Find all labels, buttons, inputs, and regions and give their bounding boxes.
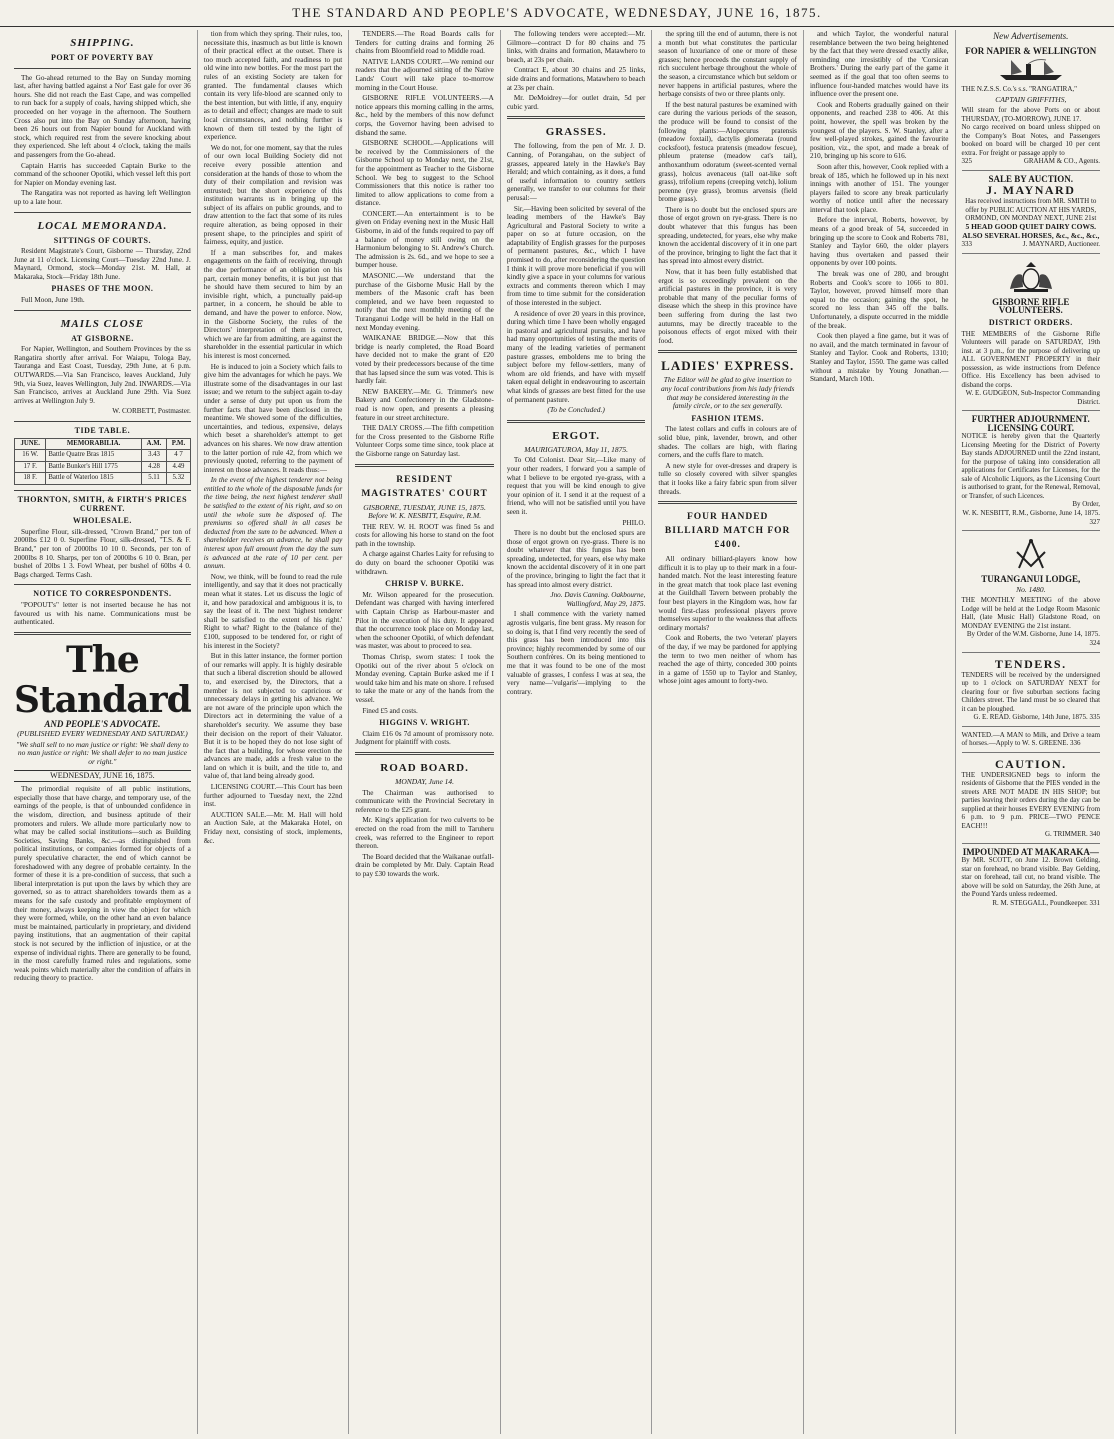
shipping-heading: SHIPPING. (70, 37, 135, 49)
column-7-advertisements (956, 30, 1107, 1434)
case-heading: HIGGINS V. WRIGHT. (379, 718, 470, 728)
editorial-text: The primordial requisite of all public institutions, especially those that have charge, and temporary use, of the earnings of the people, is that of unbounded confidence in the wisdom, direction, and business aptitude of their promoters and rulers. We allude more particularly now to what may be called social institutions—such as Building Societies, Saving Banks, &c.—as distinguished from political institutions, or companies formed for objects of a purely speculative character, the end of which cannot be foreshadowed with any degree of probable certainty. In the former of these it is a pre-condition of success, that such a liberal interpretation is put upon the laws by which they are governed, so as to attract shareholders towards them as a means for the safe custody and profitable employment of their money, always keeping in view the object for which they were formed, while, on the other hand an even balance must be maintained, particularly in proprietary, and dividend paying institutions, that an augmentation of their capital stock is not secured by the infliction of injustice, or at the expense of individual rights. There are generally to be found, in the most carefully framed rules and regulations, some weak points which materially alter the condition of affairs in reducing theory to practice. (14, 785, 191, 983)
impounded-advertisement (962, 844, 1101, 912)
tide-cell: 4.28 (141, 461, 166, 473)
newspaper-nameplate: The Standard (14, 638, 191, 721)
table-row (15, 450, 191, 462)
mails-heading: MAILS CLOSE (60, 317, 145, 330)
news-item: TENDERS.—The Road Boards calls for Tenders for cutting drains and forming 26 chains from Bloomfield road to Middle road. (355, 30, 494, 56)
ad-text: Has received instructions from MR. SMITH to offer by PUBLIC AUCTION AT HIS YARDS, ORMOND, ON MONDAY NEXT, JUNE 21st (965, 197, 1097, 223)
editorial-paragraph: But in this latter instance, the former portion of our remarks will apply. It is highly desirable that such a liberal discretion should be allowed to, and exercised by, the Directors, that a member is not subjected to capricious or unnecessary delays in getting his advance. We are not aware of the principle upon which the Directors act in determining the value of a shareholder's security. We assume they base their decision on the report of their Valuator. But it is to be hoped they do not lose sight of the fact that a building, for whose erection the advances are made, adds a fresh value to the land on which it is built, and the title to, and value of, that land being already good. (203, 652, 343, 781)
auctioneer-name: J. MAYNARD (986, 183, 1076, 198)
court-item: Thomas Chrisp, sworn states: I took the Opotiki out of the river about 5 o'clock on Monday evening. Captain Burke asked me if I would take him and his mate on shore. I refused to take the mate or any of the hands from the vessel. (355, 653, 494, 704)
billiard-paragraph: Cook and Roberts gradually gained on their opponents, and reached 238 to 406. At this point, however, the spell was broken by the youngest of the players. S. W. Stanley, after a few well-played strokes, gained the favourite position, viz., the spot, and made a break of 210, bringing up his score to 616. (809, 100, 949, 161)
billiard-paragraph: Before the interval, Roberts, however, by means of a good break of 54, succeeded in bringing up the score to Cook and Roberts 781, Stanley and Taylor 660, the older players having thus overtaken and passed their opponents by over 100 points. (809, 216, 949, 268)
ad-text: No cargo received on board unless shipped on the Company's Boat Notes, and Passengers booked on board will be charged 10 per cent extra. For freight or passage apply to (961, 123, 1101, 157)
court-item: THE REV. W. H. ROOT was fined 5s and costs for allowing his horse to stand on the foot path in the township. (355, 522, 494, 548)
column-2 (198, 30, 350, 1434)
prices-heading: THORNTON, SMITH, & FIRTH'S PRICES CURRENT. (17, 494, 188, 513)
ad-number: 333 (961, 240, 972, 249)
divider (14, 310, 191, 311)
ergot-heading: ERGOT. (552, 429, 600, 442)
caution-advertisement (962, 753, 1101, 844)
grasses-paragraph: the spring till the end of autumn, there is not a month but what constitutes the particular season of luxuriance of one or more of these grasses; hence proceeds the constant supply of rich succulent herbage throughout the whole of the season, a circumstance which but seldom or never happens in artificial pastures, where the herbage consists of two or three plants only. (658, 30, 797, 99)
editorial-paragraph: tion from which they spring. Their rules, too, necessitate this, inasmuch as but little is known of their practical effect at the outset. There is too much accepted faith, and readiness to put old wine into new bottles. For the most part the rules of an existing Society are taken for granted. The fundamental clauses which contain its very life-blood are scanned only to the best intention, but with little, if any, enquiry as to detail and effect; changes are made to suit local circumstances, and nothing further is known of them till tested by the light of experience. (203, 30, 343, 142)
billiard-heading: FOUR HANDED BILLIARD MATCH FOR £400. (664, 512, 791, 551)
newspaper-columns (8, 30, 1106, 1434)
ad-text: TENDERS will be received by the undersigned up to 1 o'clock on SATURDAY NEXT for clearing four or five suburban sections facing Childers street. The land must be so cleared that it can be ploughed. (961, 670, 1101, 713)
auction-advertisement (962, 171, 1101, 254)
column-1 (8, 30, 198, 1434)
editorial-paragraph: Now, we think, will be found to read the rule intelligently, and say that it does not practically mean what it states. Let us discuss the logic of it, and how paradoxical and ambiguous it is, to say the least of it. The next 'highest tenderer shall be satisfied to the extent of his right.' Right to what? Right to the (balance of the) £100, supposed to be tendered for, or right of his interest in the Society? (203, 572, 343, 650)
licensing-advertisement (962, 411, 1101, 531)
ad-text: THE UNDERSIGNED begs to inform the residents of Gisborne that the PIES vended in the streets ARE NOT MADE IN HIS SHOP; but parties leaving their orders during the day can be supplied at their houses EVERY EVENING from 6 p.m. to 9 p.m. PRICE—TWO PENCE EACH!!! (961, 770, 1101, 830)
case-heading: CHRISP V. BURKE. (385, 579, 464, 589)
ad-order: By Order, (1072, 500, 1101, 509)
publication-note: (PUBLISHED EVERY WEDNESDAY AND SATURDAY.) (17, 729, 188, 739)
moon-text: Full Moon, June 19th. (21, 296, 85, 305)
tide-header: P.M. (167, 438, 191, 450)
ad-text: Will steam for the above Ports on or about THURSDAY, (TO-MORROW), JUNE 17. (961, 106, 1101, 123)
ad-heading: FOR NAPIER & WELLINGTON (965, 45, 1097, 56)
news-item: GISBORNE RIFLE VOLUNTEERS.—A notice appears this morning calling in the arms, &c., held by the members of this now defunct corps, the Governor having been advised to disband the same. (355, 94, 494, 137)
shipping-advertisement (962, 43, 1101, 171)
tide-table (14, 438, 191, 485)
ad-heading: CAUTION. (994, 756, 1067, 771)
rule-quotation: In the event of the highest tenderer not being entitled to the whole of the disposable funds for the time being, the next highest tenderer shall be satisfied to the extent of his right, and so on until the whole sum be disposed of. The premiums so offered shall in all cases be deducted from the sum to be advanced. When a shareholder receives an advance, he shall pay interest upon full amount from the day the sum is advanced at the rate of 10 per cent. per annum. (203, 476, 343, 571)
billiard-paragraph: Soon after this, however, Cook replied with a break of 185, which he followed up in his next innings with another of 151. The younger players failed to score any break particularly worthy of notice until after the necessary interval that took place. (809, 162, 949, 214)
prices-text: Superfine Flour, silk-dressed, "Crown Brand," per ton of 2000lbs £12 0 0. Superfine Flour, silk-dressed, "T.S. & F. Brand," per ton of 2000lbs 10 10 0. Seconds, per ton of 2000lbs 8 10. Sharps, per ton of 2000lbs 6 10 0. Bran, per bushel of 20lbs 1 3. Fowl Wheat, per bushel of 60lbs 4 0. Bags charged. Terms Cash. (14, 527, 191, 579)
ad-subheading: No. 1480. (1016, 584, 1046, 594)
royal-crest-icon (962, 261, 1101, 295)
moon-heading: PHASES OF THE MOON. (51, 284, 154, 294)
ad-subheading: DISTRICT ORDERS. (988, 317, 1073, 327)
road-board-item: Mr. King's application for two culverts to be erected on the road from the mill to Taruheru creek, was referred to the Engineer to report thereon. (355, 816, 494, 851)
ergot-paragraph: Now, that it has been fully established that ergot is so exceedingly prevalent on the artificial pastures in the province, it is very probable that many of the peculiar forms of disease which the sheep in this province have been suffering from during the last two autumns, may be directly traceable to the poisonous effects of ergot mixed with their food. (658, 268, 797, 345)
new-ads-heading: New Advertisements. (993, 31, 1069, 41)
lodge-advertisement (962, 531, 1101, 652)
grasses-paragraph: Sir,—Having been solicited by several of the leading members of the Hawke's Bay Agricultural and Pastoral Society to write a paper on so at future occasion, on the adaptability of English grasses for the purposes of permanent pastures, &c., which I have promised to do, after reconsidering the question I think it will prove more beneficial if you will kindly give a space in your columns for various extracts and comments thereon which I may from time to time submit for the consideration of those interested in the subject. (506, 204, 646, 308)
tide-header-row (15, 438, 191, 450)
sittings-heading: SITTINGS OF COURTS. (53, 235, 151, 245)
road-board-heading: ROAD BOARD. (380, 761, 469, 774)
ad-signature: G. E. READ. Gisborne, 14th June, 1875. 335 (973, 713, 1101, 722)
news-item: NATIVE LANDS COURT.—We remind our readers that the adjourned sitting of the Native Lands' Court will take place to-morrow morning in the Court House. (355, 57, 494, 92)
divider (14, 632, 191, 635)
billiard-paragraph: All ordinary billiard-players know how difficult it is to play up to their mark in a four-handed match. Not the least interesting feature in the great match that took place last evening at the Guildhall Tavern between probably the four best players in the Kingdom was, how far would first-class professional players prove themselves superior to the weakness that affects ordinary mortals? (658, 555, 797, 632)
divider (14, 421, 191, 422)
mails-subheading: AT GISBORNE. (71, 333, 134, 343)
grasses-paragraph: The following, from the pen of Mr. J. D. Canning, of Porangahau, on the subject of grasses, appeared lately in the Hawke's Bay Herald; and which containing, as it does, a fund of useful information to country settlers generally, we transfer to our columns for their perusal:— (506, 142, 646, 202)
ad-signature: W. E. GUDGEON, Sub-Inspector Commanding District. (965, 389, 1101, 406)
billiard-paragraph: and which Taylor, the wonderful natural resemblance between the two being heightened by the fact that they were dressed exactly alike, reminding one irresistibly of the 'Corsican Brothers.' During the early part of the game it seemed as if the goal that too often seems to influence four-handed matches would have its influence over the present one. (809, 30, 949, 99)
editorial-paragraph: If a man subscribes for, and makes engagements on the faith of receiving, through the due performance of an obligation on his part, certain money benefits, it is but just that he should have them secured to him by an invisible right, which, a punctually paid-up partner, in a concern, he should be able to demand, and have the power to enforce. Now, in the Gisborne Society, the rules of the Directors' interpretation of them is correct, which we are far from admitting, are against the shareholder in the essential particular in which his interest is most concerned. (203, 248, 343, 360)
table-row (15, 461, 191, 473)
to-be-concluded: (To be Concluded.) (547, 405, 605, 415)
ad-signature: By Order of the W.M. Gisborne, June 14, 1875. 324 (966, 630, 1101, 647)
editorial-paragraph: He is induced to join a Society which fails to give him the advantages for which he pays. We illustrate some of the disadvantages in our last issue; and we return to the subject again to-day under a sense of duty put upon us from the further facts that have been disclosed in the meantime. We showed some of the difficulties, uncertainties, and tedious, expensive, delays which beset a shareholder's attempt to get advances on his shares. We now draw attention to the latter portion of rule 42, from which we previously quoted, referring to the payment of interest on those advances. It reads thus:— (203, 362, 343, 474)
wholesale-heading: WHOLESALE. (72, 516, 132, 526)
tide-header: A.M. (141, 438, 166, 450)
ad-text: WANTED.—A MAN to Milk, and Drive a team of horses.—Apply to W. S. GREENE. 336 (961, 730, 1101, 748)
ad-items: 5 HEAD GOOD QUIET DAIRY COWS. ALSO SEVERAL HORSES, &c., &c., &c., (962, 221, 1100, 240)
wanted-advertisement (962, 727, 1101, 753)
ad-text: NOTICE is hereby given that the Quarterly Licensing Meeting for the District of Poverty Bay stands ADJOURNED until the 22nd instant, for the purpose of taking into consideration all applications for Certificates for Licenses, for the sale of Alcoholic Liquors, as the Licensing Court is authorised to grant, for the Renewal, Removal, or Transfer, of such Licences. (961, 432, 1101, 500)
tide-cell: 17 F. (15, 461, 46, 473)
ergot-author: Jno. Davis Canning. Oakbourne, Wallingford, May 29, 1875. (550, 591, 646, 608)
billiard-paragraph: Cook then played a fine game, but it was of no avail, and the match terminated in favour of Stanley and Taylor. Cook and Roberts, 1310; Stanley and Taylor, 1550. The game was called without a mistake by Young Jonathan.—Standard, March 10th. (809, 332, 949, 384)
ad-heading: TURANGANUI LODGE, (981, 574, 1081, 585)
ergot-paragraph: There is no doubt but the enclosed spurs are those of ergot grown on rye-grass. There is no doubt whatever that this fungus has been spreading, undetected, for years, else why make known the accidental discovery of it in one part of the province, bringing to light the fact that it has spread into almost every district. (506, 529, 646, 589)
ergot-paragraph: To Old Colonist. Dear Sir,—Like many of your other readers, I forward you a sample of what I believe to be ergoted rye-grass, with a request that you will be kind enough to give your opinion of it. I send it at the request of a friend, who will not be satisfied until you have seen it. (506, 456, 646, 516)
tide-cell: Battle Quatre Bras 1815 (46, 450, 141, 462)
notice-text: "POPOUT's" letter is not inserted because he has not favoured us with his name. Communications must be authenticated. (14, 600, 191, 627)
tide-cell: 5.32 (167, 473, 191, 485)
notice-heading: NOTICE TO CORRESPONDENTS. (33, 589, 172, 599)
ad-signature: J. MAYNARD, Auctioneer. (1022, 240, 1101, 249)
news-item: AUCTION SALE.—Mr. M. Hall will hold an Auction Sale, at the Makaraka Hotel, on Friday next, consisting of stock, implements, &c. (203, 810, 343, 845)
rifle-volunteers-advertisement (962, 254, 1101, 411)
editorial-paragraph: We do not, for one moment, say that the rules of our own local Building Society did not receive every possible attention and consideration at the hands of those to whom the duty of their compilation and revision was entrusted; but the short experience of this institution warrants us in bringing up the subject of its affairs on public grounds, and to draw attention to the fact that some of its rules require alteration, as being opposed in their present shape, to the principles and spirit of fairness, equity, and justice. (203, 143, 343, 247)
ad-heading: SALE BY AUCTION. (988, 173, 1073, 184)
news-item: WAIKANAE BRIDGE.—Now that this bridge is nearly completed, the Road Board have decided not to make the grant of £20 voted by their predecessors because of the time that has lapsed since the sum was voted. This is hardly fair. (355, 334, 494, 386)
fashion-heading: FASHION ITEMS. (691, 413, 764, 423)
motto: "We shall sell to no man justice or right: We shall deny to no man justice or right: We shall defer to no man justice or right." (16, 739, 189, 767)
shipping-paragraph: Captain Harris has succeeded Captain Burke to the command of the schooner Opotiki, which vessel left this port for Napier on Monday evening last. (14, 161, 191, 187)
divider (658, 501, 797, 504)
divider (14, 212, 191, 213)
fashion-item: A new style for over-dresses and drapery is tulle so closely covered with silver spangles that it looks like a fairy fabric spun from silver threads. (658, 461, 797, 496)
column-6 (804, 30, 956, 1434)
shipping-paragraph: The Go-ahead returned to the Bay on Sunday morning last, after having battled against a Nor' East gale for over 36 hours. She did not reach the East Cape, and was compelled to run back for a supply of coals, having shipped which, she proceeded on her voyage in the afternoon. The Southern Cross also put into the Bay on Sunday afternoon, having been 26 hours out from Napier bound for Auckland with stock, which required rest from the severe knocking about they experienced. She left about 4 o'clock, taking the mails and passengers from the Go-ahead. (14, 73, 191, 159)
billiard-paragraph: The break was one of 280, and brought Roberts and Cook's score to 1066 to 801. Taylor, however, proved himself more than equal to the occasion; gaining the spot, he scored no less than 345 off the balls. Unfortunately, a dispute occurred in the middle of the break. (809, 270, 949, 330)
local-memoranda-heading: LOCAL MEMORANDA. (37, 219, 168, 232)
road-board-date: MONDAY, June 14. (395, 776, 455, 786)
masthead: THE STANDARD AND PEOPLE'S ADVOCATE, WEDNESDAY, JUNE 16, 1875. (0, 0, 1114, 27)
road-board-item: The Chairman was authorised to communicate with the Provincial Secretary in reference to the £25 grant. (355, 788, 494, 814)
billiard-paragraph: Cook and Roberts, the two 'veteran' players of the day, if we may be pardoned for applying the term to two men neither of whom has reached the age of thirty, conceded 300 points in a game of 1550 up to Taylor and Stanley, whose joint ages amount to forty-two. (658, 634, 797, 686)
tide-heading: TIDE TABLE. (74, 426, 131, 435)
mails-signature: W. CORBETT, Postmaster. (112, 407, 191, 416)
divider (355, 752, 494, 755)
ad-heading: GISBORNE RIFLE VOLUNTEERS. (992, 296, 1070, 316)
rm-court-subheading: GISBORNE, TUESDAY, JUNE 15, 1875. Before W. K. NESBITT, Esquire, R.M. (363, 502, 486, 521)
tide-cell: 18 F. (15, 473, 46, 485)
port-heading: PORT OF POVERTY BAY (50, 53, 154, 62)
court-item: Mr. Wilson appeared for the prosecution. Defendant was charged with having interfered with Captain Chrisp as Harbour-master and Pilot in the execution of his duty. It appeared that the occurrence took place on Monday last, when the schooner Opotiki, of which defendant was master, was about to proceed to sea. (355, 590, 494, 651)
grasses-heading: GRASSES. (545, 126, 607, 139)
ad-text: THE MONTHLY MEETING of the above Lodge will be held at the Lodge Room Masonic Hall, (late Music Hall) Gladstone Road, on MONDAY EVENING the 21st instant. (961, 596, 1101, 630)
mails-text: For Napier, Wellington, and Southern Provinces by the ss Rangatira shortly after arrival. For Waiapu, Tologa Bay, Tauranga and East Coast, Tuesday, 29th June, at 6 p.m. OUTWARDS.—Via San Francisco, leaves Auckland, July 9th, via Suez, leaves Wellington, July 2nd. INWARDS.—Via San Francisco, arrives at Auckland June 29th. Via Suez arrives at Wellington July 9. (14, 345, 191, 405)
ad-text: By MR. SCOTT, on June 12. Brown Gelding, star on forehead, no brand visible. Bay Gelding, star on forehead, tail cut, no brand visible. The above will be sold on Saturday, the 26th June, at the Pound Yards unless redeemed. (961, 856, 1101, 899)
court-item: A charge against Charles Laity for refusing to do duty on board the schooner Opotiki was withdrawn. (355, 550, 494, 576)
nameplate-subtitle: AND PEOPLE'S ADVOCATE. (44, 718, 161, 729)
ad-signature-row (962, 157, 1101, 166)
ad-number: 325 (961, 157, 972, 166)
ergot-signature: PHILO. (622, 518, 646, 527)
ad-signature: R. M. STEGGALL, Poundkeeper. 331 (992, 898, 1101, 907)
news-item: MASONIC.—We understand that the purchase of the Gisborne Music Hall by the members of the Masonic craft has been completed, and we have been requested to notify that the next monthly meeting of the Turanganui Lodge will be held in the Hall on next Monday evening. (355, 272, 494, 332)
column-5 (652, 30, 804, 1434)
masonic-compass-icon (962, 538, 1101, 572)
ad-signature-row (962, 240, 1101, 249)
divider (14, 68, 191, 69)
ad-signature: G. TRIMMER. 340 (1044, 830, 1101, 839)
court-item: Claim £16 0s 7d amount of promissory note. Judgment for plaintiff with costs. (355, 729, 494, 747)
divider (658, 350, 797, 353)
ad-heading: TENDERS. (994, 656, 1067, 671)
shipping-paragraph: The Rangatira was not reported as having left Wellington up to a late hour. (14, 189, 191, 206)
sittings-text: Resident Magistrate's Court, Gisborne — Thursday, 22nd June at 11 o'clock. Licensing Court—Tuesday 22nd June. J. Maynard, Ormond, stock—Monday 21st. M. Hall, at Makaraka, Stock—Friday 18th June. (14, 247, 191, 281)
court-item: Fined £5 and costs. (362, 706, 418, 715)
road-board-item: The following tenders were accepted:—Mr. Gilmore—contract D for 80 chains and 75 links, with drains and formation, Matawhero to beach, at 23s per chain. (506, 30, 646, 64)
ad-heading: FURTHER ADJOURNMENT. (971, 414, 1090, 425)
news-item: LICENSING COURT.—This Court has been further adjourned to Tuesday next, the 22nd inst. (203, 783, 343, 809)
news-item: THE DALY CROSS.—The fifth competition for the Cross presented to the Gisborne Rifle Volunteer Corps some time since, took place at the Gisborne range on Saturday last. (355, 424, 494, 458)
tenders-advertisement (962, 653, 1101, 727)
divider (14, 584, 191, 585)
ergot-dateline: MAURIGATUROA, May 11, 1875. (524, 444, 628, 454)
tide-cell: Battle of Waterloo 1815 (46, 473, 141, 485)
column-3 (349, 30, 501, 1434)
road-board-item: Contract E, about 30 chains and 25 links, side drains and formations, Matawhero to beach at 23s per chain. (506, 66, 646, 92)
tide-header: MEMORABILIA. (46, 438, 141, 450)
ad-signature: W. K. NESBITT, R.M., Gisborne, June 14, 1875. 327 (962, 509, 1101, 526)
ergot-paragraph: There is no doubt but the enclosed spurs are those of ergot grown on rye-grass. There is no doubt whatever that this fungus has been spreading, undetected, for years, else why make known the accidental discovery of it in one part of the province, bringing to light the fact that it has spread into almost every district. (658, 205, 797, 266)
ad-text: THE MEMBERS of the Gisborne Rifle Volunteers will parade on SATURDAY, 19th inst. at 3 p.m., for the purpose of delivering up ALL GOVERNMENT PROPERTY in their possession, as wide instructions from Defence Office. His Excellency has been advised to disband the corps. (961, 329, 1101, 389)
tide-cell: 4.49 (167, 461, 191, 473)
divider (507, 116, 646, 119)
column-4 (501, 30, 653, 1434)
ergot-paragraph: I shall commence with the variety named agrostis vulgaris, fine bent grass. My reason for so doing is, that I find very recently the seed of this grass has been introduced into this province; highly recommended by some of our Southern confrères. On its being mentioned to me that it was found to be one of the most valuable of grasses, I confess I was at sea, the very name—'vulgaris'—implying to the contrary. (506, 610, 646, 696)
ladies-express-note: The Editor will be glad to give insertion to any local contributions from his lady friends that may be considered interesting in the family circle, or to the sex generally. (660, 375, 795, 411)
tide-header: JUNE. (15, 438, 46, 450)
ad-captain: CAPTAIN GRIFFITHS, (995, 94, 1067, 104)
news-item: CONCERT.—An entertainment is to be given on Friday evening next in the Music Hall Gisborne, in aid of the funds required to pay off a balance of money still owing on the Harmonium belonging to St. Andrew's Church. The admission is 2s. 6d., and we hope to see a bumper house. (355, 209, 494, 270)
road-board-item: The Board decided that the Waikanae outfall-drain be completed by Mr. Daly. Captain Read to pay £30 towards the work. (355, 852, 494, 878)
tide-cell: 4 7 (167, 450, 191, 462)
divider (507, 420, 646, 423)
divider (14, 490, 191, 491)
ad-subheading: LICENSING COURT. (987, 422, 1075, 433)
tide-cell: 3.43 (141, 450, 166, 462)
rm-court-heading: RESIDENT MAGISTRATES' COURT (361, 474, 488, 499)
steamship-icon (962, 57, 1101, 83)
ad-signature: GRAHAM & CO., Agents. (1023, 157, 1101, 166)
road-board-item: Mr. DeMoidrey—for outlet drain, 5d per cubic yard. (506, 94, 646, 111)
ad-text: THE N.Z.S.S. Co.'s s.s. "RANGATIRA," (961, 85, 1077, 94)
tide-cell: 16 W. (15, 450, 46, 462)
tide-cell: 5.11 (141, 473, 166, 485)
news-item: NEW BAKERY.—Mr. G. Trimmer's new Bakery and Confectionery in the Gladstone-road is now open, and presents a pleasing feature in our street architecture. (355, 387, 494, 422)
divider (355, 464, 494, 467)
news-item: GISBORNE SCHOOL.—Applications will be received by the Commissioners of the Gisborne School up to Monday next, the 21st, for the appointment as Teacher to the Gisborne School. We beg to suggest to the School Commissioners that this notice is rather too limited to allow applications to come from a distance. (355, 139, 494, 208)
dateline: WEDNESDAY, JUNE 16, 1875. (14, 770, 191, 783)
grasses-paragraph: A residence of over 20 years in this province, during which time I have been wholly engaged in pastoral and agricultural pursuits, and have had many opportunities of testing the merits of many of the leading varieties of permanent pasture grasses, emboldens me to bring the subject before my fellow-settlers, many of whom are old friends, and have with myself taken equal delight in endeavouring to ascertain what kinds of grasses are best fitted for the use of permanent pasture. (506, 309, 646, 404)
ad-heading: IMPOUNDED AT MAKARAKA— (962, 846, 1099, 857)
ladies-express-heading: LADIES' EXPRESS. (661, 358, 795, 374)
table-row (15, 473, 191, 485)
tide-cell: Battle Bunker's Hill 1775 (46, 461, 141, 473)
fashion-item: The latest collars and cuffs in colours are of solid blue, pink, lavender, brown, and other shades. The collars are high, with flaring corners, and the cuffs flare to match. (658, 425, 797, 460)
grasses-paragraph: If the best natural pastures be examined with care during the various periods of the season, the produce will be found to consist of the following plants:—Alopecurus pratensis (meadow foxtail), dactylis glomerata (round cocksfoot), festuca pratensis (meadow fescue), phleum pratense (meadow cat's tail), anthoxanthum odoratum (sweet-scented vernal grass), holcus avenaceus (tall oat-like soft grass), trifolium repens (creeping vetch), lolium perenne (rye grass), bromus arvensis (field brome grass). (658, 100, 797, 204)
